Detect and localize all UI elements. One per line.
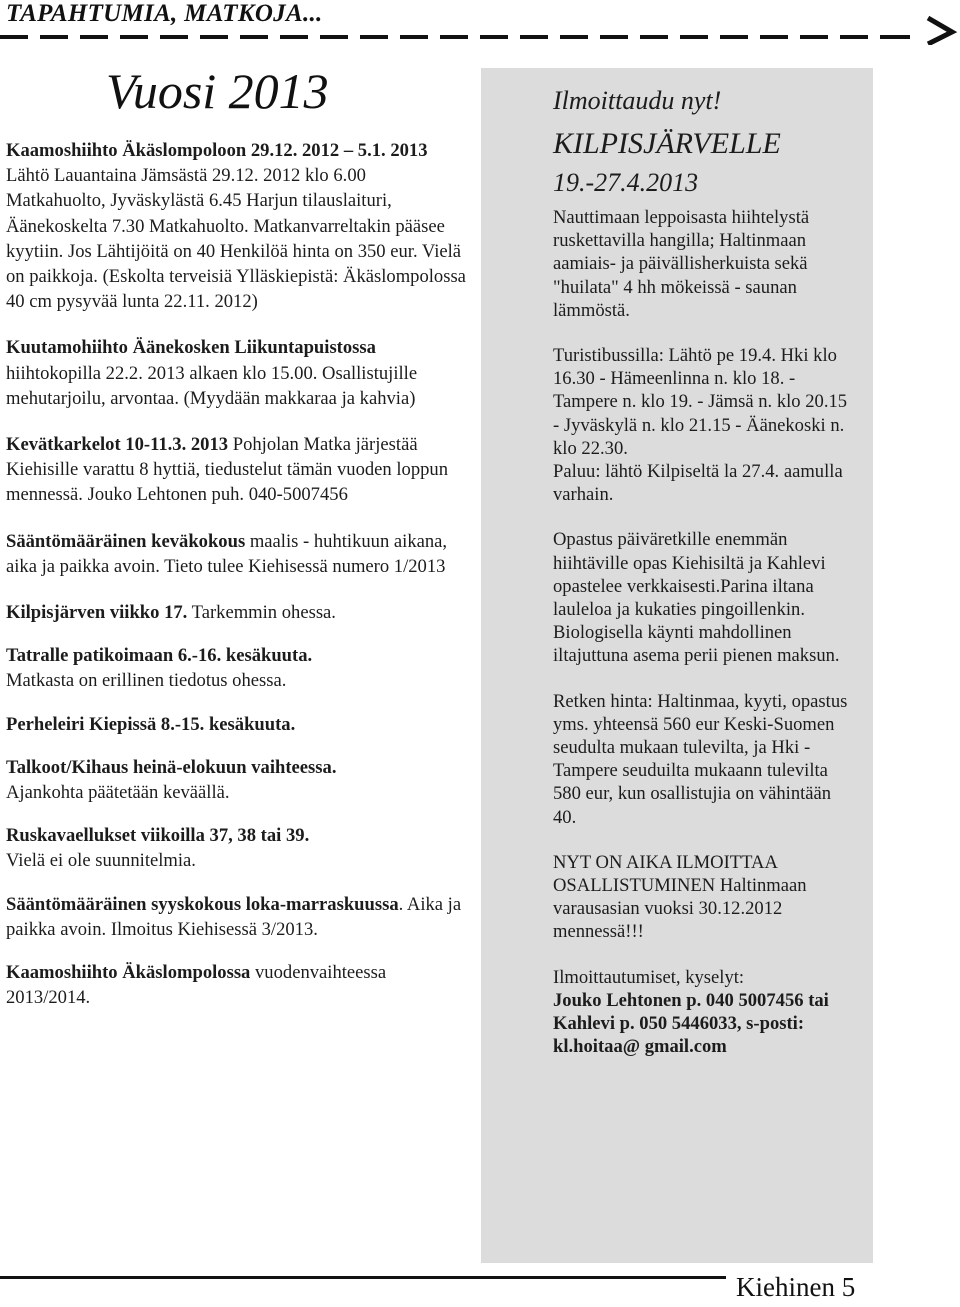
signup-heading: Ilmoittaudu nyt! [553,86,722,115]
event-talkoot-title: Talkoot/Kihaus heinä-elokuun vaihteessa. [6,756,337,778]
deadline-info: NYT ON AIKA ILMOITTAA OSALLISTUMINEN Haltinmaan varausasian vuoksi 30.12.2012 mennessä!!! [553,851,807,943]
section-title: TAPAHTUMIA, MATKOJA... [6,0,323,27]
event-talkoot-body: Ajankohta päätetään keväällä. [6,782,230,804]
footer-rule [0,1276,726,1279]
page-footer: Kiehinen 5 [736,1272,856,1302]
contact-label: Ilmoittautumiset, kyselyt: [553,966,745,988]
price-info: Retken hinta: Haltinmaa, kyyti, opastus yms. yhteensä 560 eur Keski-Suomen seudulta mukaan tulevilta, ja Hki - Tampere seuduilta mukaann tulevilta 580 eur, kun osallistujia on vähintään 40. [553,690,848,828]
event-kevatkokous: Sääntömääräinen keväkokous maalis - huhtikuun aikana, aika ja paikka avoin. Tieto tulee Kiehisessä numero 1/2013 [6,530,448,577]
event-kaamos-2014: Kaamoshiihto Äkäslompolossa vuodenvaihteessa 2013/2014. [6,962,387,1009]
dashed-arrow-decoration [0,0,960,45]
bus-schedule: Turistibussilla: Lähtö pe 19.4. Hki klo 16.30 - Hämeenlinna n. klo 18. - Tampere n. klo 19. - Jämsä n. klo 20.15 - Jyväskylä n. klo 21.15 - Äänekoski n. klo 22.30. [553,345,848,459]
event-perheleiri: Perheleiri Kiepissä 8.-15. kesäkuuta. [6,713,296,735]
event-kilpisjarvi: Kilpisjärven viikko 17. Tarkemmin ohessa. [6,602,336,624]
event-list [6,138,466,1010]
event-kevatkarkelot: Kevätkarkelot 10-11.3. 2013 Pohjolan Matka järjestää Kiehisille varattu 8 hyttiä, tiedustelut tämän vuoden loppun mennessä. Jouko Lehtonen puh. 040-5007456 [6,434,449,506]
event-ruska-title: Ruskavaellukset viikoilla 37, 38 tai 39. [6,825,310,847]
return-info: Paluu: lähtö Kilpiseltä la 27.4. aamulla varhain. [553,461,843,506]
event-kaamos: Kaamoshiihto Äkäslompoloon 29.12. 2012 – 5.1. 2013 Lähtö Lauantaina Jämsästä 29.12. 2012 klo 6.00 Matkahuolto, Jyväskylästä 6.45 Harjun tilauslaituri, Äänekoskelta 7.30 Matkahuolto. Matkanvarreltakin pääsee kyytiin. Jos Lähtijöitä on 40 Henkilöä hinta on 350 eur. Vielä on paikkoja. (Eskolta terveisiä Ylläskiepistä: Äkäslompolossa 40 cm pysyvää lunta 22.11. 2012) [6,140,466,313]
intro-paragraph: Nauttimaan leppoisasta hiihtelystä ruskettavilla hangilla; Haltinmaan aamiais- ja päivällisherkuista sekä "huilata" 4 hh mökeissä - saunan lämmöstä. [553,207,810,321]
event-tatra-body: Matkasta on erillinen tiedotus ohessa. [6,670,287,692]
kilpisjarvi-info-text [553,86,853,1059]
guide-info: Opastus päiväretkille enemmän hiihtäville opas Kiehisiltä ja Kahlevi opastelee verkkaisesti.Parina iltana lauleloa ja kukaties pingoillenkin. Biologisella käynti mahdollinen iltajuttuna asema perii pienen maksun. [553,529,840,667]
arrow-head-icon [928,18,952,44]
event-kuutamo: Kuutamohiihto Äänekosken Liikuntapuistossa hiihtokopilla 22.2. 2013 alkaen klo 15.00. Osallistujille mehutarjoilu, arvontaa. (Myydään makkaraa ja kahvia) [6,337,418,409]
date-heading: 19.-27.4.2013 [553,168,699,197]
event-syyskokous: Sääntömääräinen syyskokous loka-marraskuussa. Aika ja paikka avoin. Ilmoitus Kiehisessä 3/2013. [6,893,462,940]
event-tatra-title: Tatralle patikoimaan 6.-16. kesäkuuta. [6,645,313,667]
page-title: Vuosi 2013 [106,63,329,119]
contact-details: Jouko Lehtonen p. 040 5007456 tai Kahlevi p. 050 5446033, s-posti: kl.hoitaa@ gmail.com [553,989,829,1058]
event-ruska-body: Vielä ei ole suunnitelmia. [6,850,196,872]
destination-heading: KILPISJÄRVELLE [553,127,781,160]
